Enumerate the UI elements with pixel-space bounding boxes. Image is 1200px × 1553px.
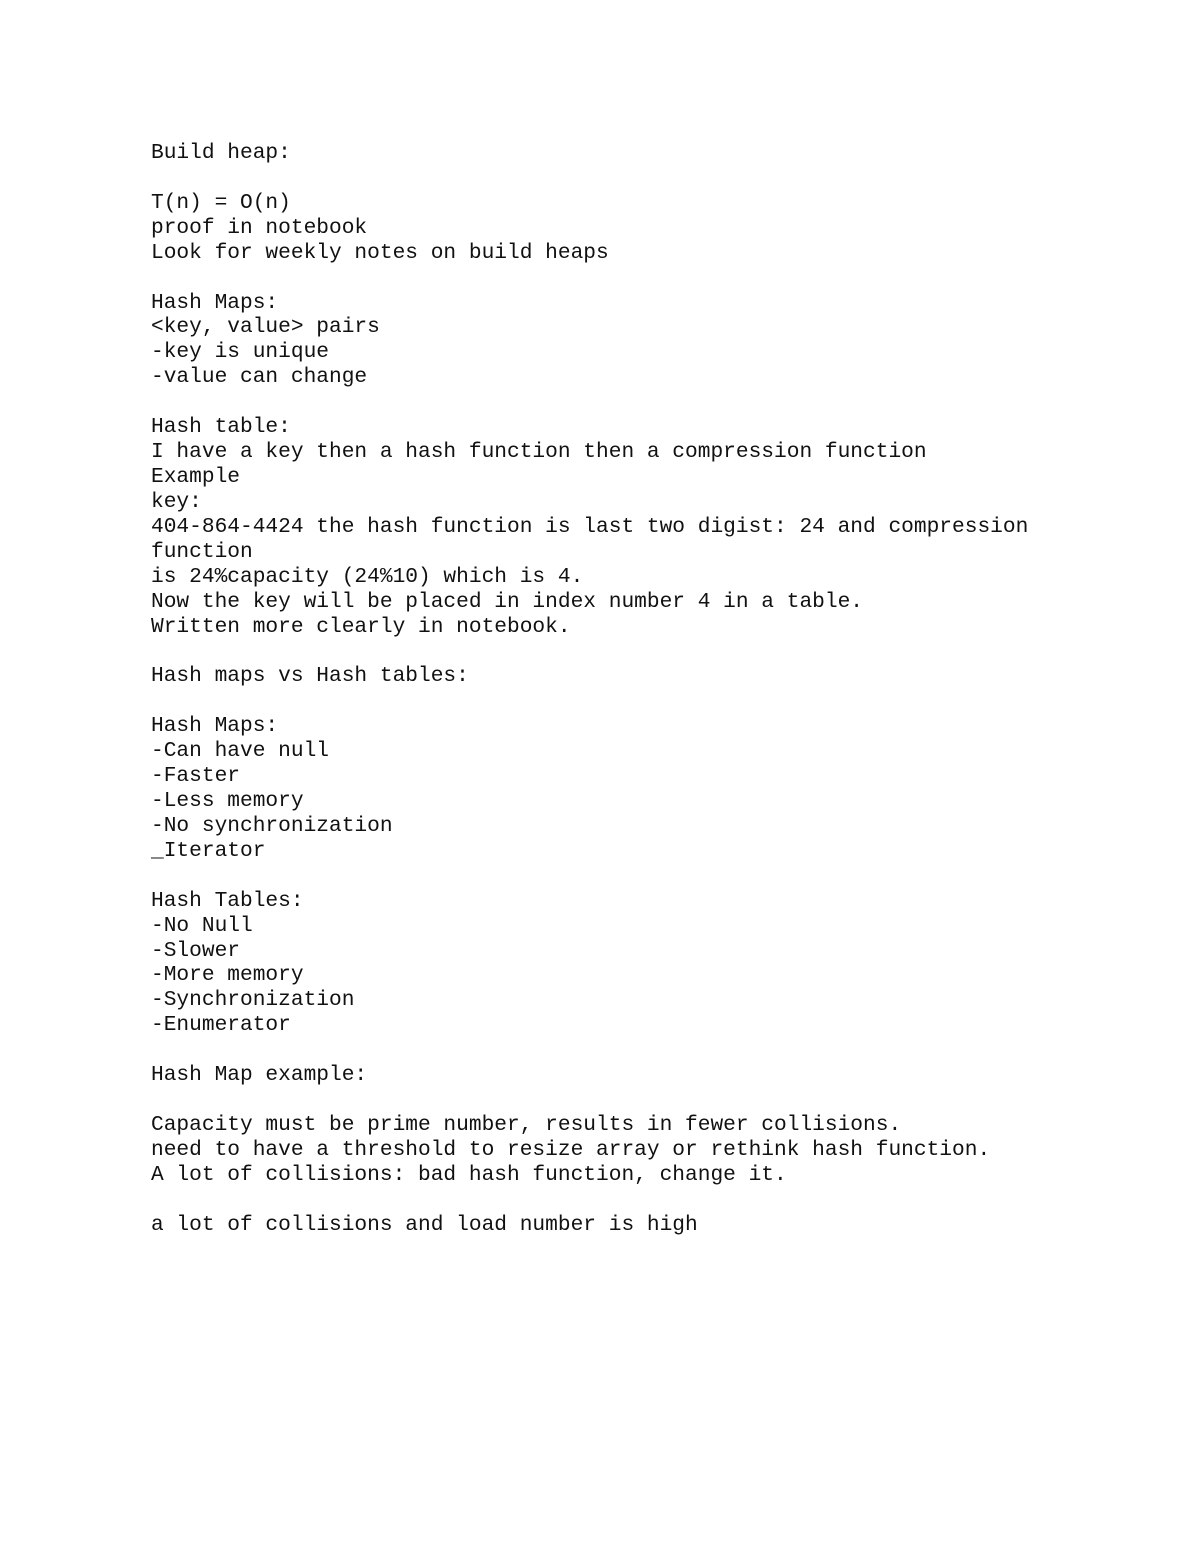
text-line: A lot of collisions: bad hash function, change it. xyxy=(151,1162,787,1187)
text-line: is 24%capacity (24%10) which is 4. xyxy=(151,564,584,589)
text-line: function xyxy=(151,539,253,564)
text-line: Hash Tables: xyxy=(151,888,304,913)
text-line: 404-864-4424 the hash function is last two digist: 24 and compression xyxy=(151,514,1029,539)
text-line: Hash maps vs Hash tables: xyxy=(151,664,469,689)
text-line: <key, value> pairs xyxy=(151,315,380,340)
blank-line xyxy=(151,1188,1151,1213)
text-line: -No synchronization xyxy=(151,813,393,838)
text-line: -Can have null xyxy=(151,739,330,764)
text-line: Look for weekly notes on build heaps xyxy=(151,240,609,265)
blank-line xyxy=(151,266,1151,291)
text-line: -value can change xyxy=(151,365,368,390)
text-line: proof in notebook xyxy=(151,215,368,240)
text-line: -Slower xyxy=(151,938,241,963)
text-line: -More memory xyxy=(151,963,304,988)
text-line: Example xyxy=(151,464,241,489)
blank-line xyxy=(151,1088,1151,1113)
text-line: I have a key then a hash function then a compression function xyxy=(151,440,927,465)
text-line: Hash table: xyxy=(151,415,291,440)
blank-line xyxy=(151,166,1151,191)
blank-line xyxy=(151,639,1151,664)
text-line: -Enumerator xyxy=(151,1013,291,1038)
blank-line xyxy=(151,689,1151,714)
text-line: T(n) = O(n) xyxy=(151,190,291,215)
text-line: need to have a threshold to resize array or rethink hash function. xyxy=(151,1137,991,1162)
text-line: Written more clearly in notebook. xyxy=(151,614,571,639)
text-line: -No Null xyxy=(151,913,253,938)
document-page xyxy=(151,141,1151,1238)
text-line: -Less memory xyxy=(151,788,304,813)
text-line: -Faster xyxy=(151,764,241,789)
text-line: Build heap: xyxy=(151,141,291,165)
blank-line xyxy=(151,1038,1151,1063)
blank-line xyxy=(151,864,1151,889)
text-line: Capacity must be prime number, results in fewer collisions. xyxy=(151,1112,902,1137)
blank-line xyxy=(151,390,1151,415)
text-line: -key is unique xyxy=(151,340,330,365)
text-line: a lot of collisions and load number is high xyxy=(151,1212,698,1237)
text-line: Now the key will be placed in index number 4 in a table. xyxy=(151,589,864,614)
text-line: _Iterator xyxy=(151,838,266,863)
text-line: Hash Maps: xyxy=(151,290,279,315)
text-line: key: xyxy=(151,489,202,514)
text-line: Hash Map example: xyxy=(151,1063,368,1088)
text-line: -Synchronization xyxy=(151,988,355,1013)
text-line: Hash Maps: xyxy=(151,714,279,739)
